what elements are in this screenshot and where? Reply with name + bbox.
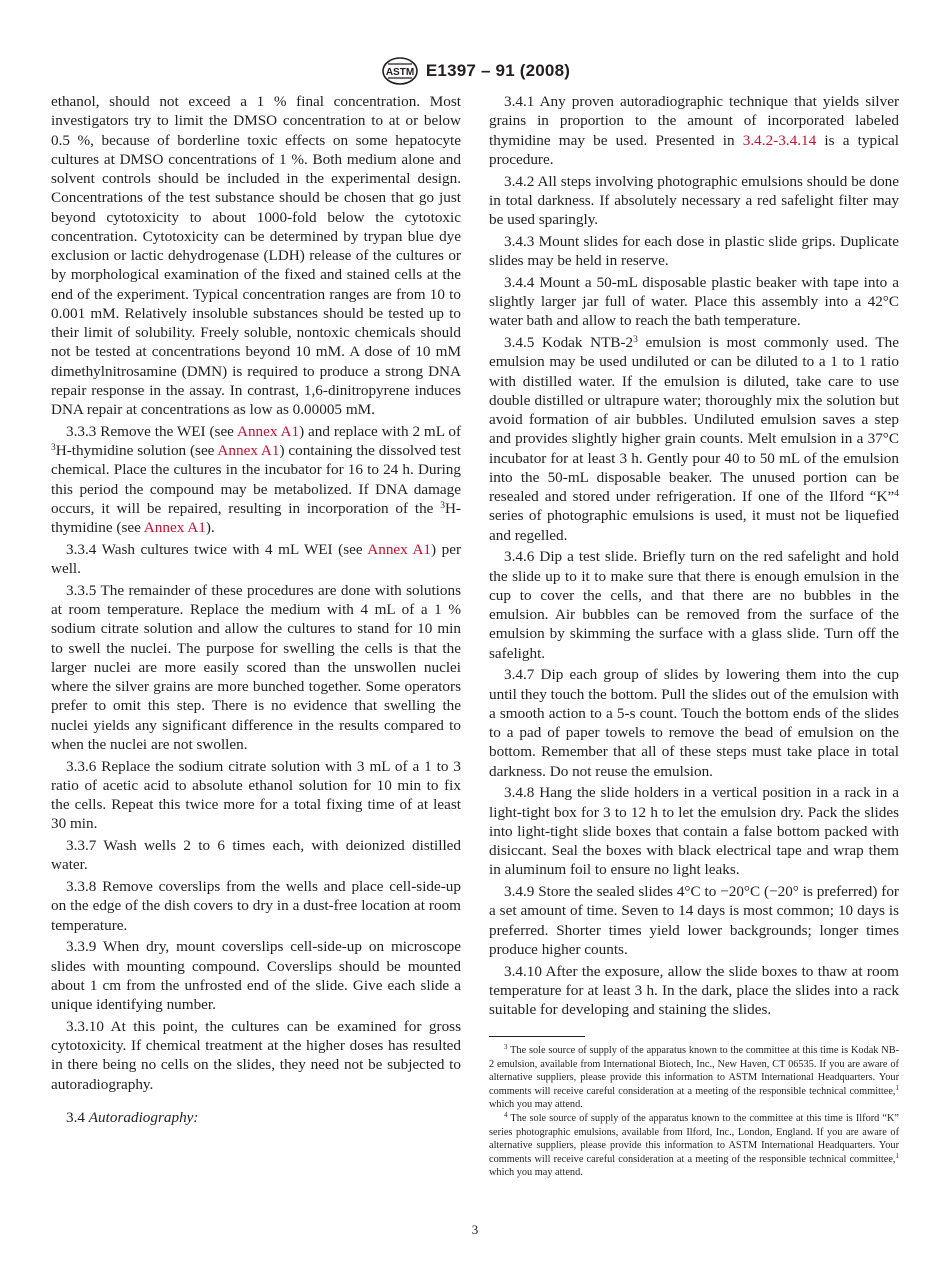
section-3-4-6: 3.4.6 Dip a test slide. Briefly turn on the red safelight and hold the slide up to it to make sure that there is enough emulsion in the cup to cover the cells, and that there are no bubbles in the emulsion. Air bubbles can be removed from the surface of the emulsion by skimming the surface with a glass slide. Turn off the safelight. xyxy=(489,548,899,662)
section-3-4-10: 3.4.10 After the exposure, allow the slide boxes to thaw at room temperature for at least 3 h. In the dark, place the slides into a rack suitable for developing and staining the slides. xyxy=(489,962,899,1018)
footnote-4: $^4$ The sole source of supply of the apparatus known to the committee at this time is Ilford “K” series photographic emulsions, available from Ilford, Inc., London, England. If you are aware of alternative suppliers, please provide this information to ASTM International Headquarters. Your comments will receive careful consideration at a meeting of the responsible technical committee,$^1$ which you may attend. xyxy=(489,1110,899,1179)
footnotes xyxy=(489,1036,899,1180)
annex-a1-link[interactable]: Annex A1 xyxy=(236,422,300,440)
section-3-4-9: 3.4.9 Store the sealed slides 4°C to −20°C (−20° is preferred) for a set amount of time. Seven to 14 days is most common; 10 days is preferred. Shorter times yield lower backgrounds; longer times produce higher counts. xyxy=(489,883,899,958)
section-3-3-6: 3.3.6 Replace the sodium citrate solution with 3 mL of a 1 to 3 ratio of acetic acid to absolute ethanol solution for 10 min to fix the cells. Repeat this twice more for a total fixing time of at least 30 min. xyxy=(51,757,461,833)
svg-text:ASTM: ASTM xyxy=(385,67,415,78)
section-3-4-3: 3.4.3 Mount slides for each dose in plastic slide grips. Duplicate slides may be held in reserve. xyxy=(489,232,899,269)
right-column xyxy=(489,92,899,1022)
section-3-3-8: 3.3.8 Remove coverslips from the wells and place cell-side-up on the edge of the dish covers to dry in a dust-free location at room temperature. xyxy=(51,878,461,934)
section-3-4-1: 3.4.1 Any proven autoradiographic technique that yields silver grains in proportion to the amount of incorporated labeled thymidine may be used. Presented in 3.4.2-3.4.14 is a typical procedure. xyxy=(489,93,899,168)
standard-designation: E1397 – 91 (2008) xyxy=(425,61,571,80)
section-3-4-5: 3.4.5 Kodak NTB-$2^3$ emulsion is most commonly used. The emulsion may be used undiluted or can be diluted to a 1 to 1 ratio with distilled water. If the emulsion is diluted, take care to use double distilled or ultrapure water; thoroughly mix the solution but avoid formation of air bubbles. Undiluted emulsion saves a step and provides slightly higher grain counts. Melt emulsion in a 37°C incubator for at least 3 h. Gently pour 40 to 50 mL of the emulsion into the 50-mL disposable beaker. The unused portion can be resealed and stored under refrigeration. If one of the Ilford “K”$^4$ series of photographic emulsions is used, it must not be liquefied and regelled. xyxy=(489,334,899,544)
annex-a1-link[interactable]: Annex A1 xyxy=(217,442,280,459)
section-3-3-10: 3.3.10 At this point, the cultures can be examined for gross cytotoxicity. If chemical treatment at the higher doses has resulted in there being no cells on the slides, they need not be subjected to autoradiography. xyxy=(51,1017,461,1093)
section-range-link[interactable]: 3.4.2-3.4.14 xyxy=(742,131,817,149)
page-header xyxy=(0,56,950,86)
annex-a1-link[interactable]: Annex A1 xyxy=(367,540,432,558)
section-3-3-7: 3.3.7 Wash wells 2 to 6 times each, with deionized distilled water. xyxy=(51,837,461,874)
section-3-4-8: 3.4.8 Hang the slide holders in a vertical position in a rack in a light-tight box for 3 to 12 h to let the emulsion dry. Pack the slides into light-tight slide boxes that contain a false bottom packed with disiccant. Seal the boxes with black electrical tape and wrap them in aluminum foil to ensure no light leaks. xyxy=(489,784,899,879)
section-3-3-3: 3.3.3 Remove the WEI (see Annex A1) and replace with 2 mL of $^3$H-thymidine solution (see Annex A1) containing the dissolved test chemical. Place the cultures in the incubator for 16 to 24 h. During this period the compound may be metabolized. If DNA damage occurs, it will be repaired, resulting in incorporation of the $^3$H-thymidine (see Annex A1). xyxy=(51,422,462,536)
section-3-3-9: 3.3.9 When dry, mount coverslips cell-side-up on microscope slides with mounting compound. Coverslips should be mounted about 1 cm from the unfrosted end of the slide. Give each slide a unique identifying number. xyxy=(51,938,461,1013)
annex-a1-link[interactable]: Annex A1 xyxy=(143,519,206,536)
left-column xyxy=(51,92,461,1130)
section-3-4-2: 3.4.2 All steps involving photographic emulsions should be done in total darkness. If absolutely necessary a red safelight filter may be used sparingly. xyxy=(489,172,899,228)
section-3-4-4: 3.4.4 Mount a 50-mL disposable plastic beaker with tape into a slightly larger jar full of water. Place this assembly into a 42°C water bath and allow to reach the bath temperature. xyxy=(489,273,899,330)
footnote-3: $^3$ The sole source of supply of the apparatus known to the committee at this time is Kodak NB-2 emulsion, available from International Biotech, Inc., New Haven, CT 06535. If you are aware of alternative suppliers, please provide this information to ASTM International Headquarters. Your comments will receive careful consideration at a meeting of the responsible technical committee,$^1$ which you may attend. xyxy=(489,1043,899,1111)
section-3-4-heading: 3.4 Autoradiography: xyxy=(66,1108,199,1126)
astm-logo-icon xyxy=(380,56,420,86)
paragraph-continued: ethanol, should not exceed a 1 % final concentration. Most investigators try to limit the DMSO concentration to at or below 0.5 %, because of borderline toxic effects on some hepatocyte cultures at DMSO concentrations of 1 %. Both medium alone and solvent controls should be included in the experimental design. Concentrations of the test substance should be chosen that go just beyond cytotoxicity to about 1000-fold below the cytotoxic concentration. Cytotoxicity can be determined by trypan blue dye exclusion or lactic dehydrogenase (LDH) release of the cultures or by morphological examination of the fixed and stained cells at the end of the experiment. Typical concentration ranges are from 10 to 0.001 mM. Relatively insoluble substances should be tested up to their limit of solubility. Freely soluble, nontoxic chemicals should not be tested at concentrations beyond 10 mM. A dose of 10 mM dimethylnitrosamine (DMN) is required to produce a strong DNA repair response in the assay. In contrast, 1,6-dinitropyrene induces DNA repair at concentrations as low as 0.00005 mM. xyxy=(51,93,461,418)
footnote-divider xyxy=(489,1036,585,1037)
section-3-3-5: 3.3.5 The remainder of these procedures are done with solutions at room temperature. Replace the medium with 4 mL of a 1 % sodium citrate solution and allow the cultures to stand for 10 min to swell the nuclei. The purpose for swelling the cells is that the larger nuclei are more easily scored than the unswollen nuclei where the silver grains are more bunched together. Some operators prefer to omit this step. There is no evidence that swelling the nuclei yields any significant difference in the results compared to when the nuclei are not swollen. xyxy=(51,581,461,753)
page-number: 3 xyxy=(471,1222,479,1237)
section-3-4-7: 3.4.7 Dip each group of slides by lowering them into the cup until they touch the bottom. Pull the slides out of the emulsion with a smooth action to a 5-s count. Touch the bottom ends of the slides to a pad of paper towels to remove the bead of emulsion on the bottom. Remember that all of these steps must take place in total darkness. Do not reuse the emulsion. xyxy=(489,666,899,780)
section-3-3-4: 3.3.4 Wash cultures twice with 4 mL WEI (see Annex A1) per well. xyxy=(51,540,462,577)
